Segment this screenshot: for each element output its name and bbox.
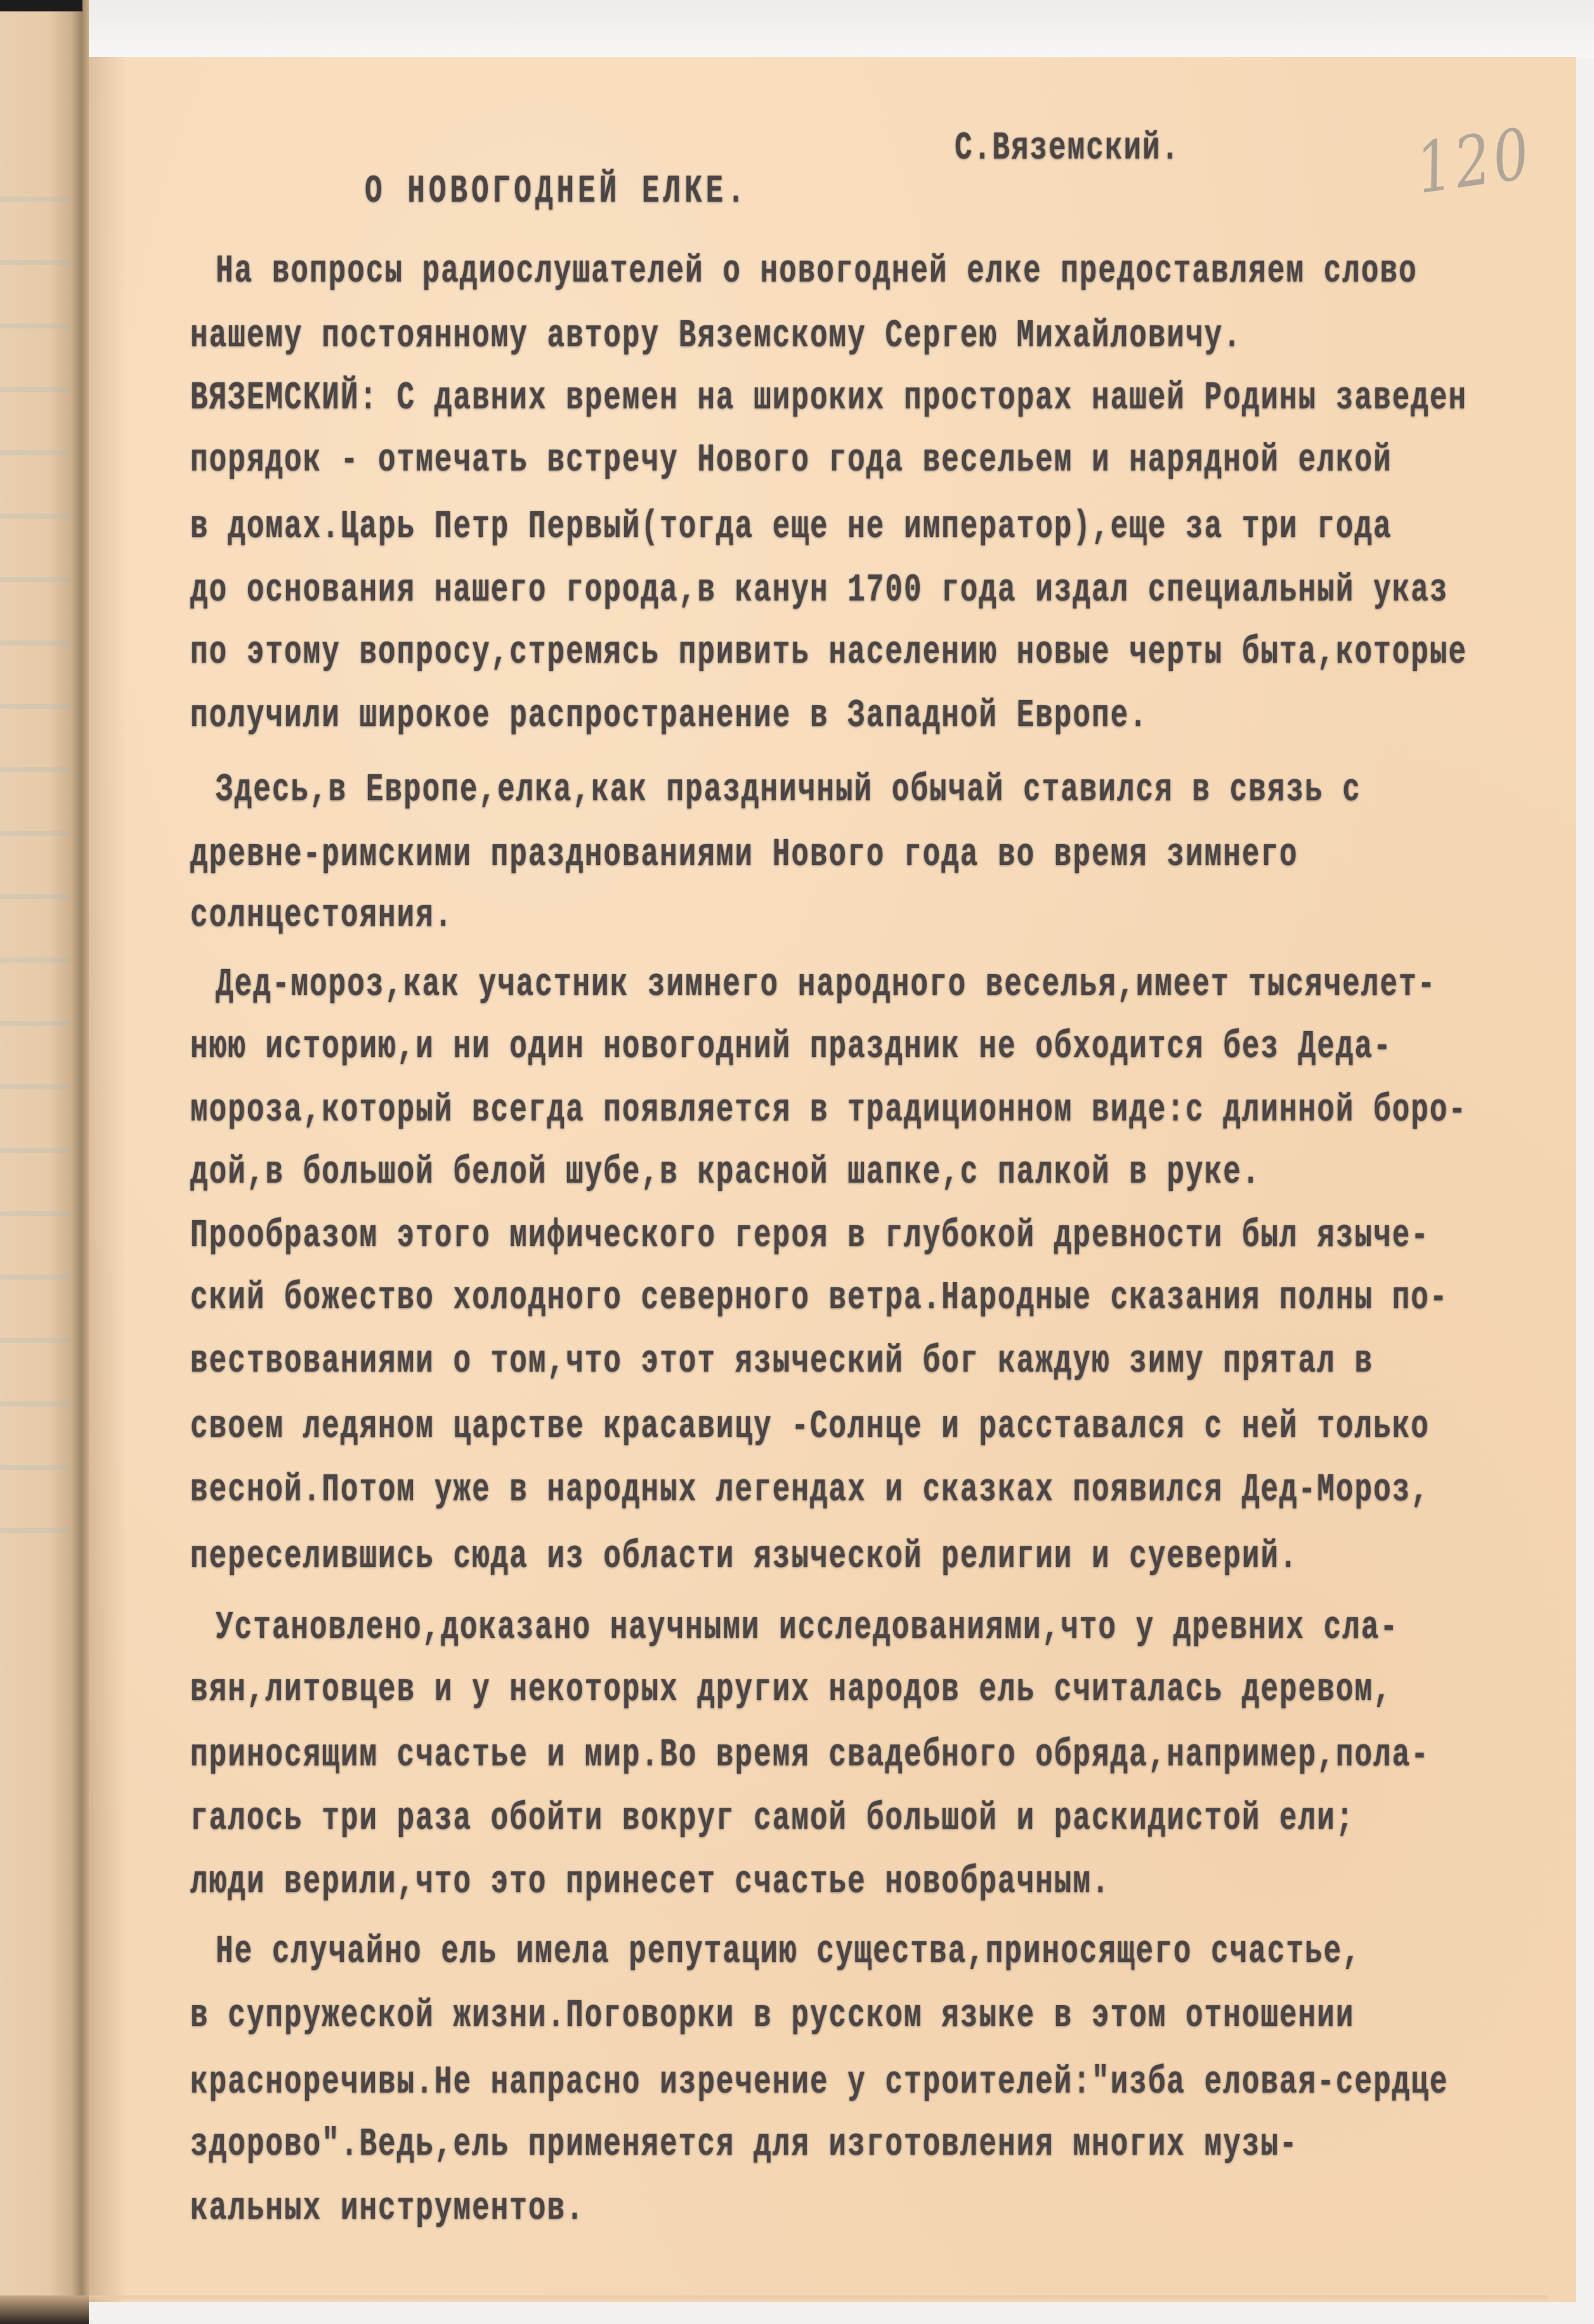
- text-line: Не случайно ель имела репутацию существа,приносящего счастье,: [216, 1929, 1361, 1975]
- text-line: На вопросы радиослушателей о новогодней елке предоставляем слово: [216, 249, 1418, 294]
- text-line: по этому вопросу,стремясь привить населению новые черты быта,которые: [190, 630, 1468, 675]
- text-line: люди верили,что это принесет счастье новобрачным.: [190, 1859, 1111, 1905]
- text-line: весной.Потом уже в народных легендах и сказках появился Дед-Мороз,: [190, 1467, 1430, 1513]
- text-line: Здесь,в Европе,елка,как праздничный обычай ставился в связь с: [216, 767, 1361, 813]
- previous-page-ghost-lines: [0, 140, 70, 1535]
- binding-bottom-edge: [0, 2295, 89, 2324]
- text-line: переселившись сюда из области языческой религии и суеверий.: [190, 1534, 1298, 1580]
- text-line: Прообразом этого мифического героя в глубокой древности был языче-: [190, 1213, 1430, 1259]
- text-line: здорово".Ведь,ель применяется для изготовления многих музы-: [190, 2122, 1298, 2167]
- text-line: мороза,который всегда появляется в традиционном виде:с длинной боро-: [190, 1087, 1468, 1133]
- text-line: нюю историю,и ни один новогодний праздник не обходится без Деда-: [190, 1024, 1392, 1070]
- scan-background-top: [0, 0, 1594, 58]
- text-line: солнцестояния.: [190, 893, 454, 938]
- text-line: красноречивы.Не напрасно изречение у строителей:"изба еловая-сердце: [190, 2060, 1449, 2105]
- text-line: вян,литовцев и у некоторых других народов ель считалась деревом,: [190, 1667, 1392, 1713]
- text-line: порядок - отмечать встречу Нового года весельем и нарядной елкой: [190, 438, 1392, 483]
- text-line: до основания нашего города,в канун 1700 года издал специальный указ: [190, 568, 1449, 613]
- author-name: С.Вяземский.: [955, 126, 1180, 171]
- folio-number: 120: [1411, 112, 1538, 210]
- text-line: приносящим счастье и мир.Во время свадебного обряда,например,пола-: [190, 1732, 1430, 1778]
- text-line: ский божество холодного северного ветра.Народные сказания полны по-: [190, 1275, 1449, 1321]
- text-line: нашему постоянному автору Вяземскому Сергею Михайловичу.: [190, 313, 1242, 359]
- text-line: в супружеской жизни.Поговорки в русском языке в этом отношении: [190, 1993, 1355, 2039]
- text-line: вествованиями о том,что этот языческий бог каждую зиму прятал в: [190, 1339, 1374, 1384]
- text-line: дой,в большой белой шубе,в красной шапке,с палкой в руке.: [190, 1150, 1261, 1195]
- text-line: Дед-мороз,как участник зимнего народного веселья,имеет тысячелет-: [216, 962, 1437, 1008]
- text-line: в домах.Царь Петр Первый(тогда еще не император),еще за три года: [190, 504, 1392, 550]
- document-title: О НОВОГОДНЕЙ ЕЛКЕ.: [365, 169, 748, 214]
- text-line: ВЯЗЕМСКИЙ: С давних времен на широких просторах нашей Родины заведен: [190, 375, 1468, 421]
- text-line: Установлено,доказано научными исследованиями,что у древних сла-: [216, 1605, 1399, 1651]
- text-line: получили широкое распространение в Западной Европе.: [190, 693, 1148, 739]
- text-line: кальных инструментов.: [190, 2186, 585, 2231]
- binding-top-edge: [0, 0, 82, 11]
- text-line: галось три раза обойти вокруг самой большой и раскидистой ели;: [190, 1796, 1355, 1841]
- text-line: своем ледяном царстве красавицу -Солнце и расставался с ней только: [190, 1404, 1430, 1450]
- text-line: древне-римскими празднованиями Нового года во время зимнего: [190, 832, 1298, 878]
- page-bottom-edge: [89, 2295, 1548, 2302]
